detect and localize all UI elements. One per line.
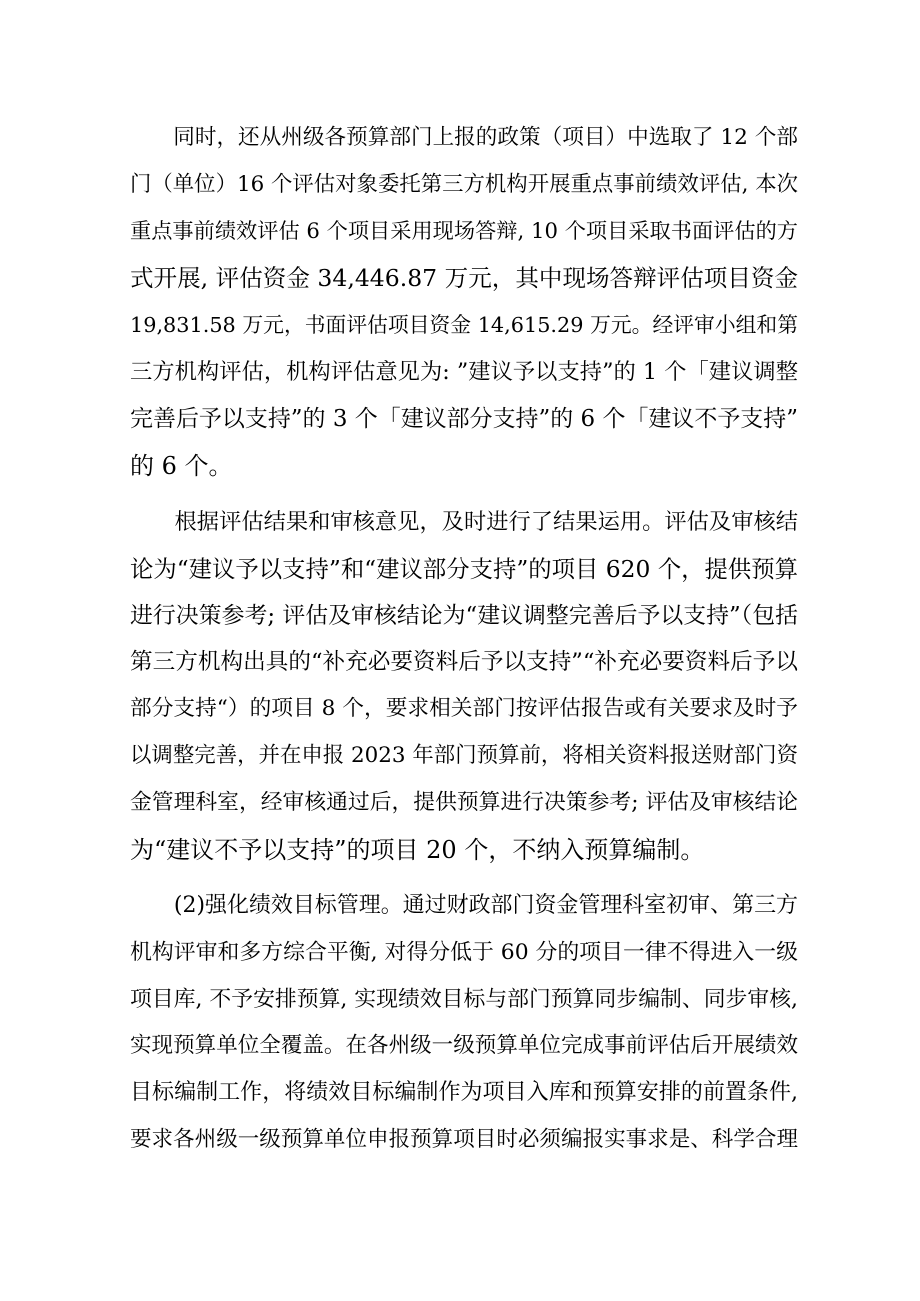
text-line: 三方机构评估，机构评估意见为: ”建议予以支持”的 1 个「建议调整 [130,358,798,385]
text-line: 式开展, 评估资金 34,446.87 万元，其中现场答辩评估项目资金 [130,264,798,293]
text-line: 的 6 个。 [130,451,233,480]
text-line: 同时，还从州级各预算部门上报的政策（项目）中选取了 12 个部 [130,125,798,150]
text-line: (2)强化绩效目标管理。通过财政部门资金管理科室初审、第三方 [130,893,798,918]
paragraph-result-application [130,499,798,873]
text-line: 机构评审和多方综合平衡, 对得分低于 60 分的项目一律不得进入一级 [130,939,798,965]
text-line: 门（单位）16 个评估对象委托第三方机构开展重点事前绩效评估, 本次 [130,171,798,197]
text-line: 实现预算单位全覆盖。在各州级一级预算单位完成事前评估后开展绩效 [130,1033,798,1059]
text-line: 部分支持“）的项目 8 个，要求相关部门按评估报告或有关要求及时予 [130,696,798,722]
text-line: 重点事前绩效评估 6 个项目采用现场答辩, 10 个项目采取书面评估的方 [130,218,798,244]
paragraph-evaluation-overview [130,115,798,489]
text-line: 要求各州级一级预算单位申报预算项目时必须编报实事求是、科学合理 [130,1126,798,1152]
text-line: 目标编制工作，将绩效目标编制作为项目入库和预算安排的前置条件, [130,1080,798,1106]
text-line: 论为“建议予以支持”和“建议部分支持”的项目 620 个，提供预算 [130,554,798,583]
text-line: 根据评估结果和审核意见，及时进行了结果运用。评估及审核结 [130,509,798,535]
text-line: 进行决策参考; 评估及审核结论为“建议调整完善后予以支持”（包括 [130,602,798,629]
text-line: 完善后予以支持”的 3 个「建议部分支持”的 6 个「建议不予支持” [130,405,798,432]
text-line: 金管理科室，经审核通过后，提供预算进行决策参考; 评估及审核结论 [130,789,798,815]
text-line: 19,831.58 万元，书面评估项目资金 14,615.29 万元。经评审小组和第 [130,313,798,338]
text-line: 以调整完善，并在申报 2023 年部门预算前，将相关资料报送财部门资 [130,742,798,768]
paragraph-goal-management [130,883,798,1164]
text-line: 项目库, 不予安排预算, 实现绩效目标与部门预算同步编制、同步审核, [130,986,798,1012]
text-line: 第三方机构出具的“补充必要资料后予以支持”“补充必要资料后予以 [130,649,798,676]
text-line: 为“建议不予以支持”的项目 20 个，不纳入预算编制。 [130,835,705,864]
